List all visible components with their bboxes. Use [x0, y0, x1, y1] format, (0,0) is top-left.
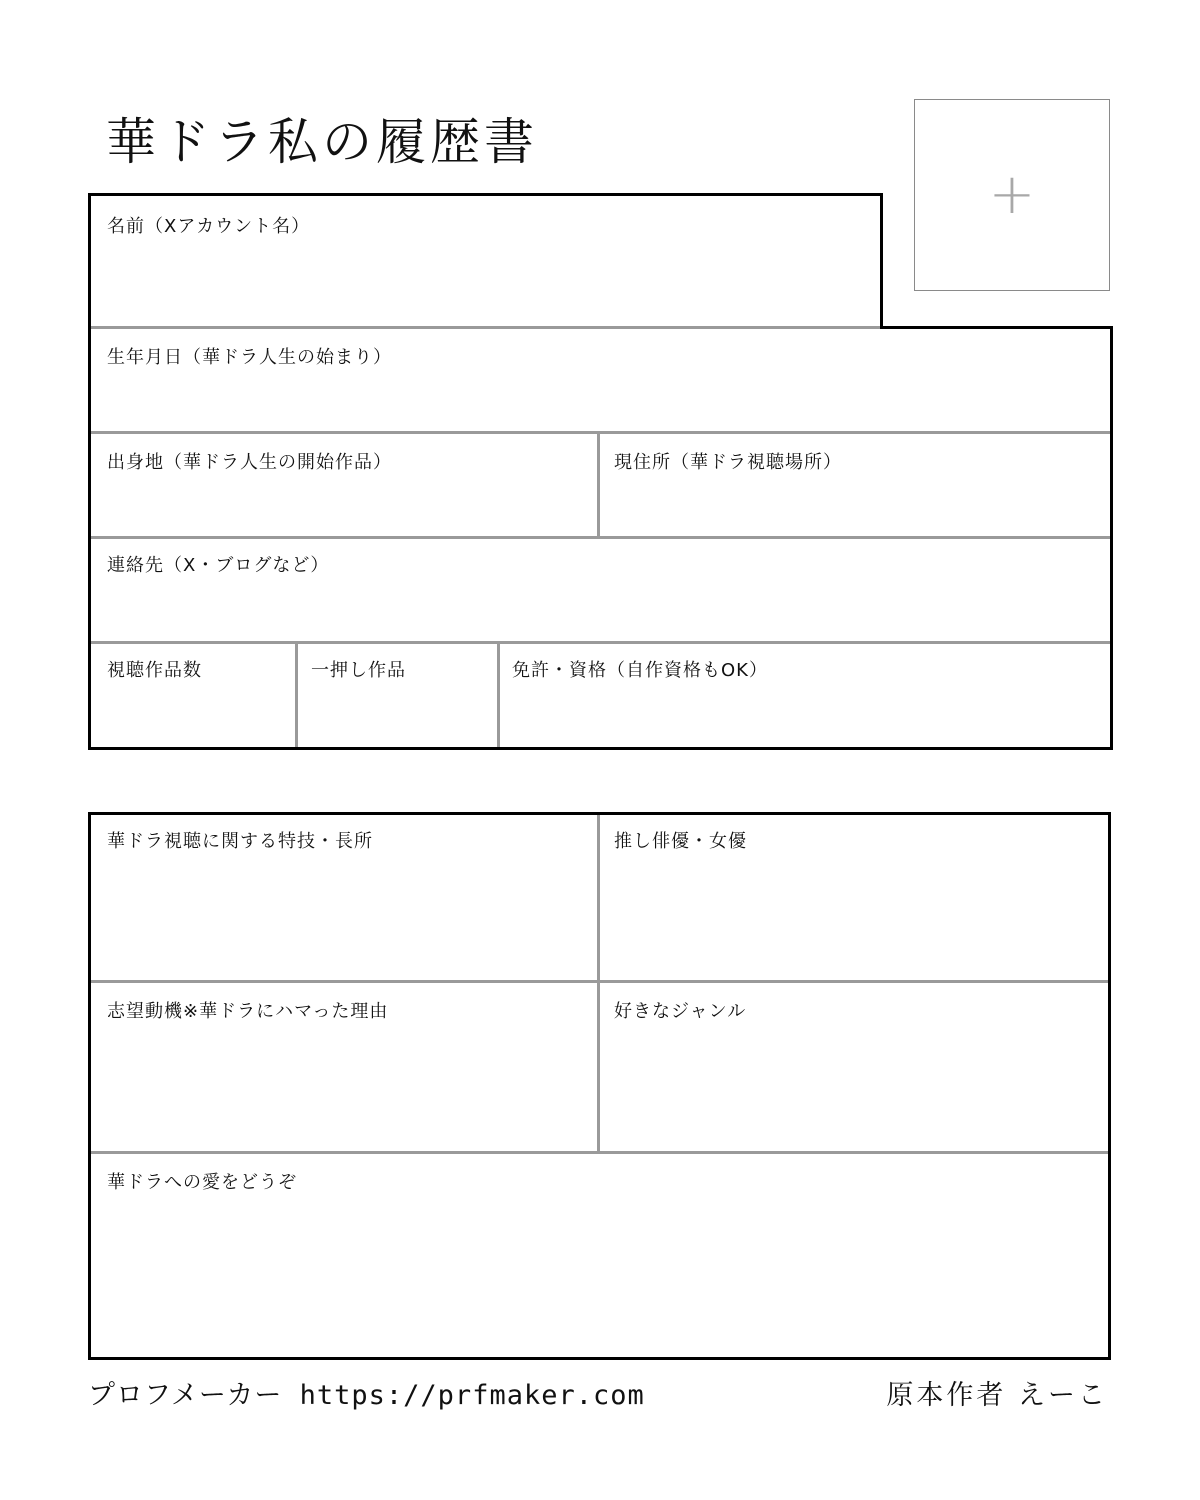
outline-step — [880, 193, 883, 329]
contact-label: 連絡先（X・ブログなど） — [107, 555, 330, 576]
watch-count-field[interactable] — [91, 644, 295, 747]
motive-label: 志望動機※華ドラにハマった理由 — [107, 1001, 389, 1022]
page-title: 華ドラ私の履歴書 — [106, 113, 538, 171]
birthplace-field[interactable] — [91, 434, 597, 536]
maker-credit: プロフメーカー https://prfmaker.com — [88, 1380, 645, 1411]
favorite-work-field[interactable] — [298, 644, 497, 747]
residence-field[interactable] — [600, 434, 1110, 536]
residence-label: 現住所（華ドラ視聴場所） — [614, 452, 842, 473]
name-label: 名前（Xアカウント名） — [107, 216, 311, 237]
love-field[interactable] — [91, 1154, 1108, 1357]
genre-field[interactable] — [600, 983, 1108, 1151]
actors-label: 推し俳優・女優 — [614, 831, 747, 852]
plus-icon: + — [988, 162, 1036, 227]
genre-label: 好きなジャンル — [614, 1001, 747, 1022]
favorite-work-label: 一押し作品 — [311, 660, 406, 681]
skills-field[interactable] — [91, 815, 597, 980]
motive-field[interactable] — [91, 983, 597, 1151]
birthday-label: 生年月日（華ドラ人生の始まり） — [107, 347, 392, 368]
skills-label: 華ドラ視聴に関する特技・長所 — [107, 831, 373, 852]
author-credit: 原本作者 えーこ — [886, 1380, 1108, 1411]
license-label: 免許・資格（自作資格もOK） — [512, 660, 768, 681]
photo-upload-box[interactable] — [914, 99, 1110, 291]
outline-bottom — [88, 747, 1113, 750]
birthplace-label: 出身地（華ドラ人生の開始作品） — [107, 452, 392, 473]
watch-count-label: 視聴作品数 — [107, 660, 202, 681]
contact-field[interactable] — [91, 539, 1110, 641]
actors-field[interactable] — [600, 815, 1108, 980]
love-label: 華ドラへの愛をどうぞ — [107, 1172, 297, 1193]
license-field[interactable] — [500, 644, 1110, 747]
name-field[interactable] — [91, 196, 880, 326]
birthday-field[interactable] — [91, 329, 1110, 431]
outline-right — [1110, 326, 1113, 750]
